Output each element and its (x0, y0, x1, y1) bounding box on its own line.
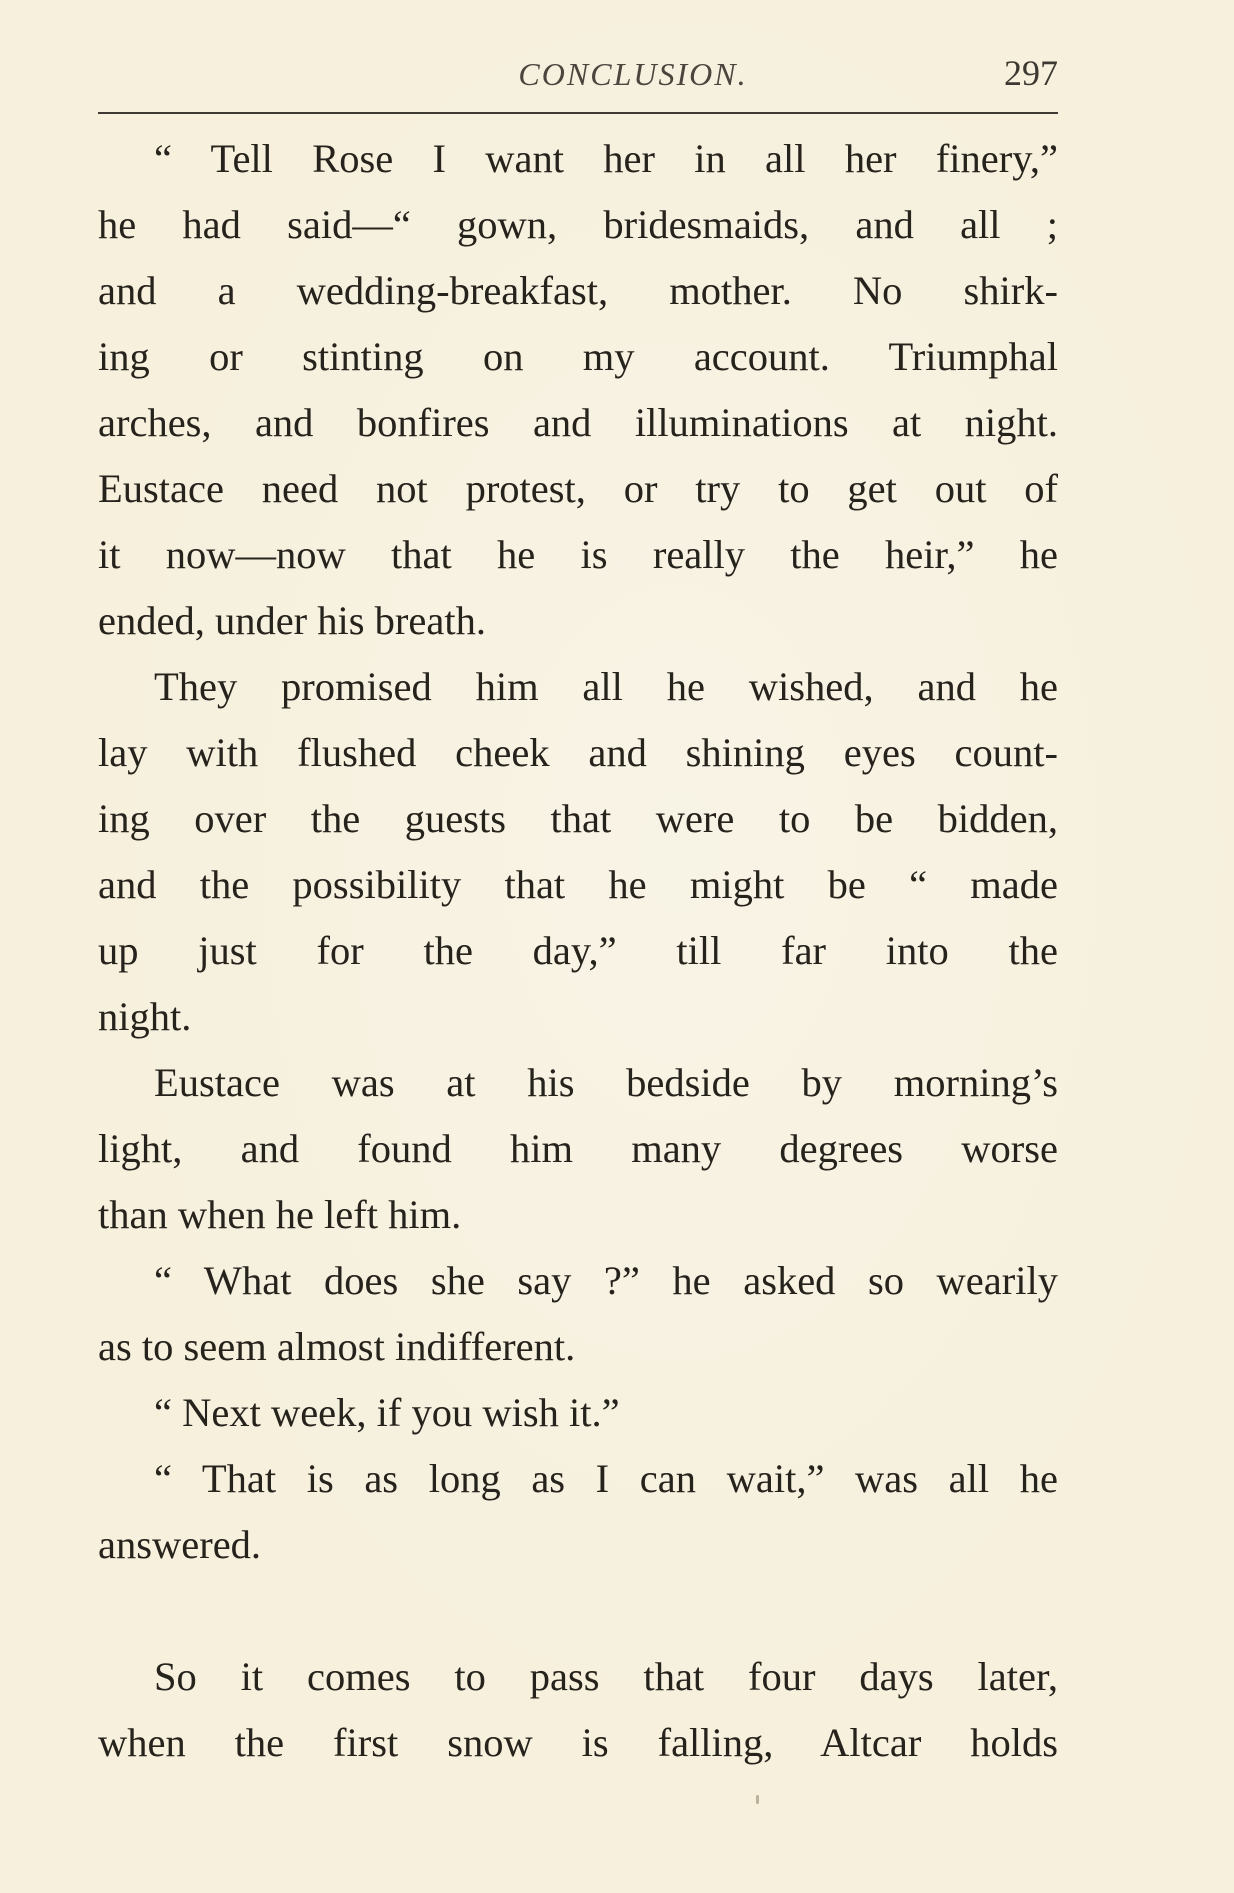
text-line: “ Next week, if you wish it.” (154, 1390, 620, 1435)
text-line: up just for the day,” till far into the (98, 928, 1058, 973)
text-line: he had said—“ gown, bridesmaids, and all ; (98, 202, 1058, 247)
text-line: ing or stinting on my account. Triumphal (98, 334, 1058, 379)
text-line: answered. (98, 1522, 262, 1567)
text-line: “ Tell Rose I want her in all her finery,” (154, 136, 1058, 181)
text-line: as to seem almost indifferent. (98, 1324, 576, 1369)
body-text (98, 126, 1058, 1776)
paper-speck (756, 1795, 759, 1804)
text-line: ended, under his breath. (98, 598, 486, 643)
text-line: lay with flushed cheek and shining eyes count- (98, 730, 1058, 775)
text-line: night. (98, 994, 192, 1039)
text-line: “ What does she say ?” he asked so wearily (154, 1258, 1058, 1303)
text-line: light, and found him many degrees worse (98, 1126, 1058, 1171)
text-line: “ That is as long as I can wait,” was all he (154, 1456, 1058, 1501)
text-line: They promised him all he wished, and he (154, 664, 1058, 709)
text-line: Eustace need not protest, or try to get out of (98, 466, 1058, 511)
text-line: Eustace was at his bedside by morning’s (154, 1060, 1058, 1105)
text-line: than when he left him. (98, 1192, 462, 1237)
page-number: 297 (1004, 53, 1058, 93)
text-line: and the possibility that he might be “ made (98, 862, 1058, 907)
text-line: So it comes to pass that four days later, (154, 1654, 1058, 1699)
header-rule (98, 112, 1058, 114)
running-head: CONCLUSION. (518, 56, 748, 92)
text-line: and a wedding-breakfast, mother. No shirk- (98, 268, 1058, 313)
section-gap (98, 1578, 1058, 1644)
text-line: arches, and bonfires and illuminations at night. (98, 400, 1058, 445)
text-line: it now—now that he is really the heir,” he (98, 532, 1058, 577)
text-line: when the first snow is falling, Altcar holds (98, 1720, 1058, 1765)
page-header (98, 48, 1058, 118)
text-line: ing over the guests that were to be bidden, (98, 796, 1058, 841)
